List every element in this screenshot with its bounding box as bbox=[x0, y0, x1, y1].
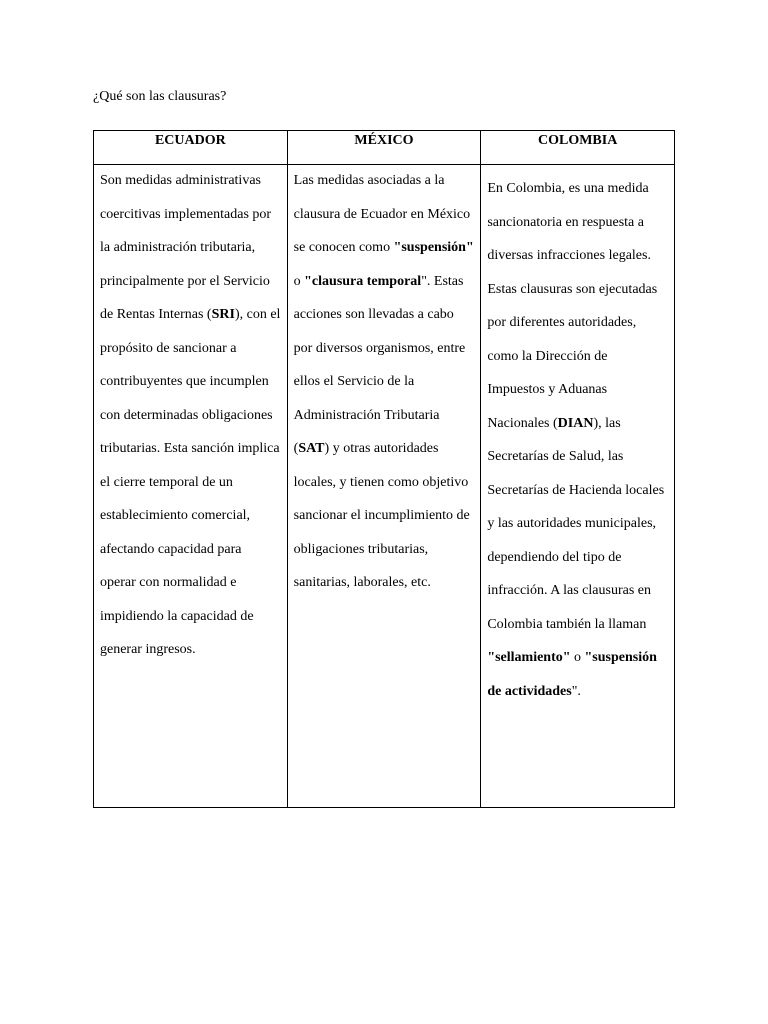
ecuador-text-2: ), con el propósito de sancionar a contribuyentes que incumplen con determinadas obligaciones tributarias. Esta sanción implica el cierre temporal de un establecimiento comercial, afectando capacidad para operar con normalidad e impidiendo la capacidad de generar ingresos. bbox=[100, 307, 281, 657]
colombia-bold-sellamiento: "sellamiento" bbox=[487, 650, 571, 665]
colombia-bold-suspension-actividades: "suspensión de actividades bbox=[487, 650, 657, 699]
cell-mexico bbox=[287, 165, 481, 808]
mexico-text bbox=[294, 164, 475, 600]
mexico-bold-suspension: "suspensión" bbox=[393, 240, 474, 255]
colombia-text-2: ), las Secretarías de Salud, las Secretarías de Hacienda locales y las autoridades municipales, dependiendo del tipo de infracción. A las clausuras en Colombia también la llaman bbox=[487, 415, 665, 632]
mexico-text-4: ) y otras autoridades locales, y tienen como objetivo sancionar el incumplimiento de obligaciones tributarias, sanitarias, laborales, etc. bbox=[293, 441, 470, 590]
comparison-table bbox=[93, 130, 675, 808]
colombia-bold-dian: DIAN bbox=[557, 415, 594, 431]
header-ecuador: ECUADOR bbox=[94, 131, 288, 165]
header-mexico: MÉXICO bbox=[287, 131, 481, 165]
mexico-text-2: o bbox=[293, 273, 305, 289]
colombia-text-3: o bbox=[570, 650, 585, 665]
colombia-text-4: ". bbox=[571, 683, 581, 699]
mexico-text-3: ". Estas acciones son llevadas a cabo por diversos organismos, entre ellos el Servicio de la Administración Tributaria ( bbox=[293, 273, 466, 456]
ecuador-text bbox=[100, 164, 281, 667]
ecuador-bold-sri: SRI bbox=[211, 307, 235, 322]
cell-colombia bbox=[481, 165, 675, 808]
cell-ecuador bbox=[94, 165, 288, 808]
colombia-text bbox=[487, 172, 668, 708]
ecuador-text-1: Son medidas administrativas coercitivas implementadas por la administración tributaria, principalmente por el Servicio de Rentas Internas ( bbox=[100, 173, 272, 322]
colombia-text-1: En Colombia, es una medida sancionatoria en respuesta a diversas infracciones legales. Estas clausuras son ejecutadas por diferentes autoridades, como la Dirección de Impuestos y Aduanas Nacionales ( bbox=[487, 181, 658, 431]
page-title: ¿Qué son las clausuras? bbox=[93, 89, 227, 104]
mexico-bold-clausura-temporal: "clausura temporal bbox=[304, 273, 422, 289]
mexico-text-1: Las medidas asociadas a la clausura de Ecuador en México se conocen como bbox=[293, 173, 471, 255]
header-colombia: COLOMBIA bbox=[481, 131, 675, 165]
mexico-bold-sat: SAT bbox=[298, 441, 325, 456]
table-row bbox=[94, 165, 675, 808]
table-header-row bbox=[94, 131, 675, 165]
